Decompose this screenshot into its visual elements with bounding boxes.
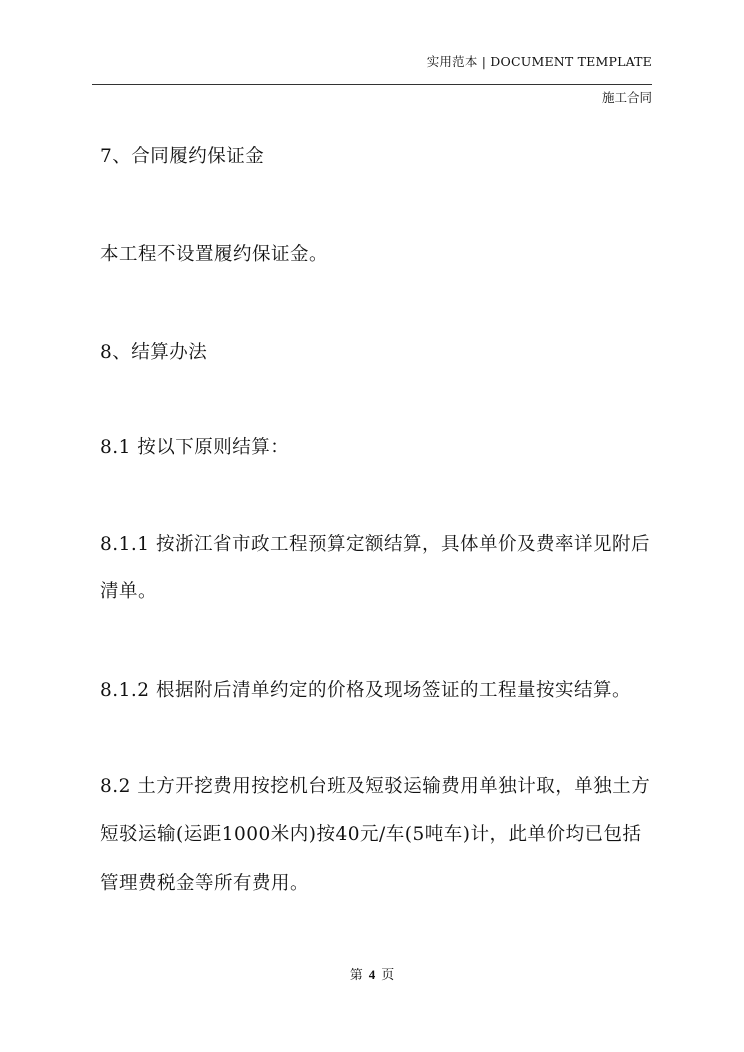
header-title: 实用范本 | DOCUMENT TEMPLATE — [426, 54, 652, 69]
clause-8-1-2: 8.1.2 根据附后清单约定的价格及现场签证的工程量按实结算。 — [100, 680, 631, 701]
clause-8-1-1-line-1: 8.1.1 按浙江省市政工程预算定额结算，具体单价及费率详见附后 — [100, 534, 650, 555]
paragraph-performance-bond: 本工程不设置履约保证金。 — [100, 244, 329, 265]
page-suffix: 页 — [381, 968, 395, 983]
page-prefix: 第 — [349, 968, 363, 983]
header-divider — [92, 84, 652, 85]
clause-8-1: 8.1 按以下原则结算： — [100, 437, 290, 458]
clause-8-2-line-3: 管理费税金等所有费用。 — [100, 873, 310, 894]
clause-8-2-line-2: 短驳运输(运距1000米内)按40元/车(5吨车)计，此单价均已包括 — [100, 824, 642, 845]
section-heading-8: 8、结算办法 — [100, 342, 208, 363]
header-subtitle: 施工合同 — [601, 90, 652, 105]
page-number: 4 — [368, 967, 376, 982]
section-heading-7: 7、合同履约保证金 — [100, 146, 265, 167]
clause-8-2-line-1: 8.2 土方开挖费用按挖机台班及短驳运输费用单独计取，单独土方 — [100, 776, 651, 797]
clause-8-1-1-line-2: 清单。 — [100, 581, 158, 602]
page-footer — [0, 964, 744, 983]
